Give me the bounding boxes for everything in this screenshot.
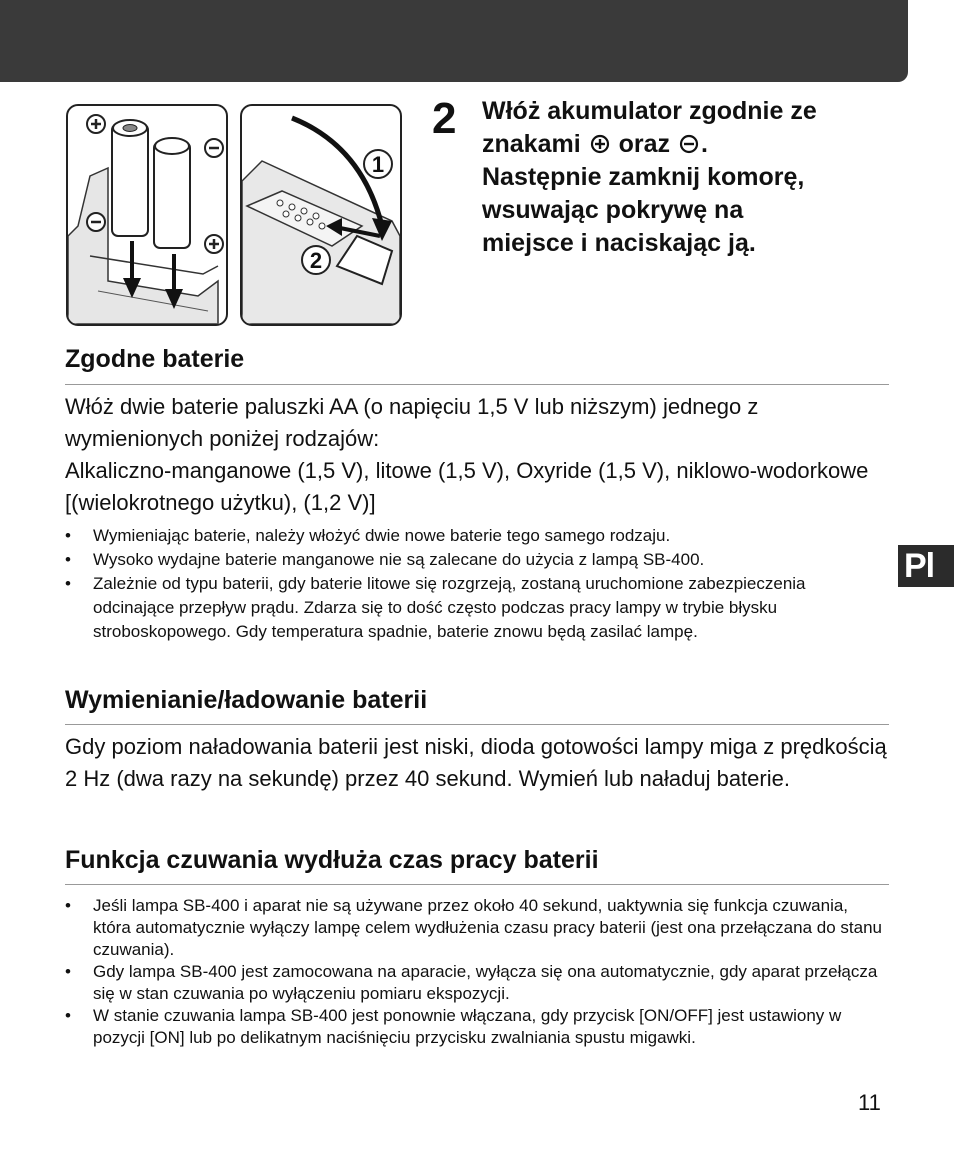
list-item: • Wysoko wydajne baterie manganowe nie są zalecane do użycia z lampą SB-400. xyxy=(65,548,890,572)
plus-circle-icon xyxy=(590,134,610,154)
list-item: • W stanie czuwania lampa SB-400 jest ponownie włączana, gdy przycisk [ON/OFF] jest ustawiony w pozycji [ON] lub po delikatnym naciśnięciu przycisku zwalniania spustu migawki. xyxy=(65,1005,890,1049)
list-item: • Zależnie od typu baterii, gdy baterie litowe się rozgrzeją, zostaną uruchomione zabezpieczenia odcinające przepływ prądu. Zdarza się to dość często podczas pracy lampy w trybie błysku stroboskopowego. Gdy temperatura spadnie, baterie znowu będą zasilać lampę. xyxy=(65,572,890,644)
section-divider xyxy=(65,884,889,885)
section-title-compatible-batteries: Zgodne baterie xyxy=(65,345,245,373)
language-tab: Pl xyxy=(898,545,954,587)
step-line-2-a: znakami xyxy=(482,130,581,158)
section-title-standby-function: Funkcja czuwania wydłuża czas pracy baterii xyxy=(65,846,599,874)
step-line-5: miejsce i naciskając ją. xyxy=(482,229,756,257)
step-line-2-c: . xyxy=(700,130,708,158)
minus-circle-icon xyxy=(679,134,699,154)
standby-function-notes xyxy=(65,895,890,1049)
compatible-batteries-notes xyxy=(65,524,890,644)
callout-one-label: 1 xyxy=(371,152,385,177)
section-divider xyxy=(65,384,889,385)
section-divider xyxy=(65,724,889,725)
callout-two-label: 2 xyxy=(309,248,323,273)
replacing-batteries-text: Gdy poziom naładowania baterii jest niski, dioda gotowości lampy miga z prędkością 2 Hz (dwa razy na sekundę) przez 40 sekund. Wymień lub naładuj baterie. xyxy=(65,734,887,791)
list-item: • Jeśli lampa SB-400 i aparat nie są używane przez około 40 sekund, uaktywnia się funkcja czuwania, która automatycznie wyłączy lampę celem wydłużenia czasu pracy baterii (jest ona przełączana do stanu czuwania). xyxy=(65,895,890,961)
step-line-2-b: oraz xyxy=(618,130,670,158)
cover-close-illustration xyxy=(240,104,402,326)
step-instruction xyxy=(482,95,902,260)
header-bar xyxy=(0,0,908,82)
page-number: 11 xyxy=(858,1090,881,1115)
compatible-batteries-types: Alkaliczno-manganowe (1,5 V), litowe (1,5 V), Oxyride (1,5 V), niklowo-wodorkowe [(wielokrotnego użytku), (1,2 V)] xyxy=(65,458,869,515)
battery-insert-illustration xyxy=(66,104,228,326)
list-item: • Gdy lampa SB-400 jest zamocowana na aparacie, wyłącza się ona automatycznie, gdy aparat przełącza się w stan czuwania po wyłączeniu pomiaru ekspozycji. xyxy=(65,961,890,1005)
section-title-replacing-batteries: Wymienianie/ładowanie baterii xyxy=(65,686,428,714)
step-line-4: wsuwając pokrywę na xyxy=(482,196,744,224)
step-line-2 xyxy=(482,128,902,161)
step-number: 2 xyxy=(432,94,457,143)
compatible-batteries-intro: Włóż dwie baterie paluszki AA (o napięciu 1,5 V lub niższym) jednego z wymienionych poniżej rodzajów: xyxy=(65,394,759,451)
step-line-1: Włóż akumulator zgodnie ze xyxy=(482,97,817,125)
step-line-3: Następnie zamknij komorę, xyxy=(482,163,805,191)
list-item: • Wymieniając baterie, należy włożyć dwie nowe baterie tego samego rodzaju. xyxy=(65,524,890,548)
